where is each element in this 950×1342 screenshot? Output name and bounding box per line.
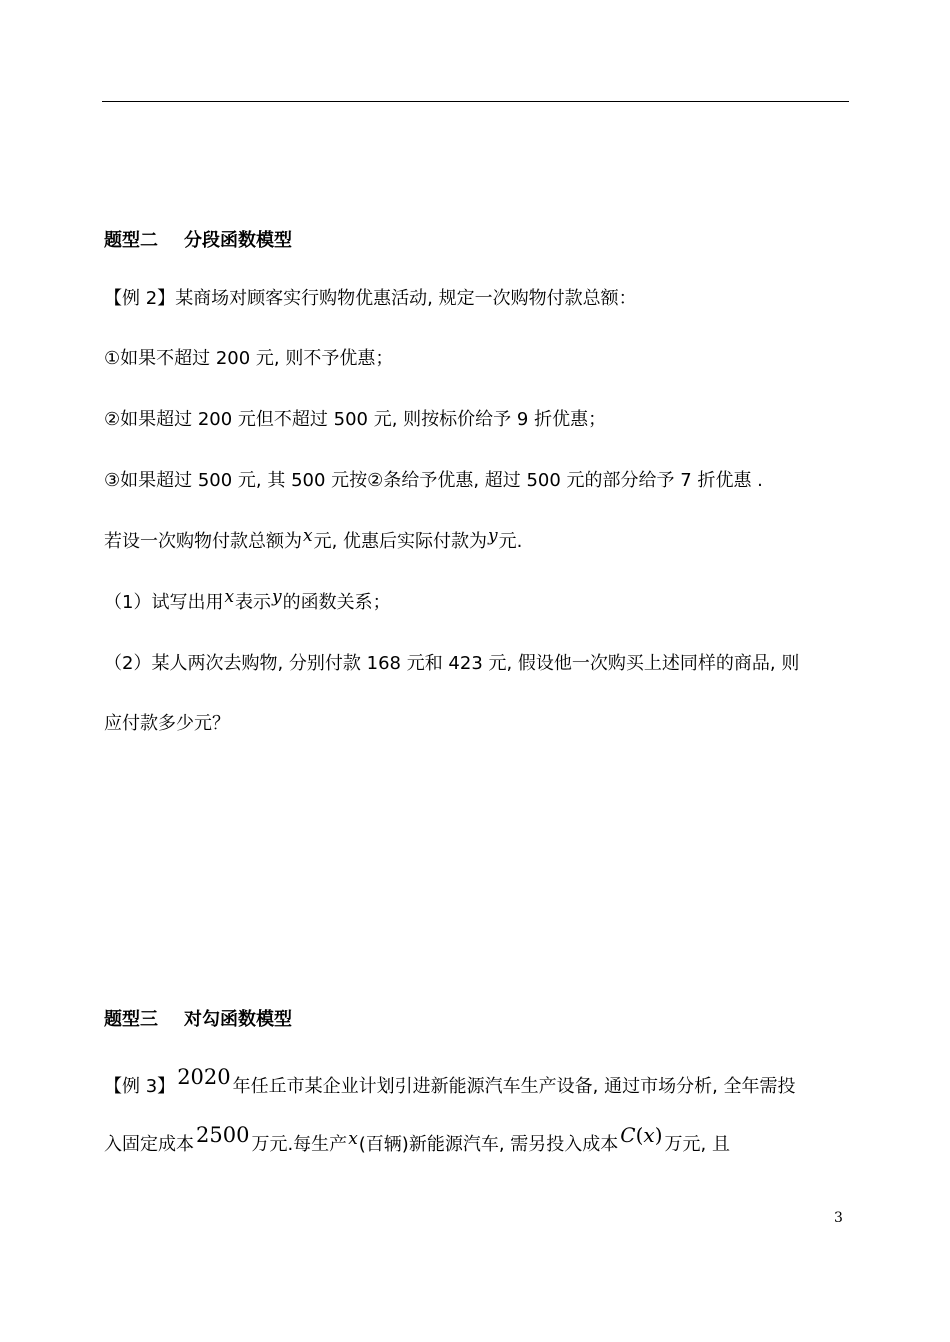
header-rule	[102, 101, 849, 102]
line2-text-c: (百辆)新能源汽车, 需另投入成本	[358, 1134, 619, 1155]
example2-setup	[104, 526, 523, 554]
section3-label: 题型三	[104, 1009, 158, 1030]
example2-question1	[104, 587, 391, 615]
cost-function: C(x)	[620, 1123, 663, 1147]
example2-rule1: ①如果不超过 200 元, 则不予优惠；	[104, 348, 394, 369]
var-x: x	[303, 526, 313, 546]
section2-heading	[104, 229, 292, 253]
var-x: x	[348, 1129, 358, 1149]
example2-question2-line2: 应付款多少元？	[104, 713, 230, 734]
q1-text-a: （1）试写出用	[104, 592, 224, 613]
line2-text-a: 入固定成本	[104, 1134, 194, 1155]
example3-line2	[104, 1123, 730, 1157]
line2-text-d: 万元, 且	[664, 1134, 730, 1155]
example2-question2-line1: （2）某人两次去购物, 分别付款 168 元和 423 元, 假设他一次购买上述同样的商品, 则	[104, 653, 800, 674]
example2-tag: 【例 2】	[104, 288, 176, 309]
section2-title: 分段函数模型	[184, 230, 292, 251]
q1-text-c: 的函数关系；	[282, 592, 391, 613]
cost-fn-symbol: C	[620, 1123, 636, 1147]
example3-line1-text: 年任丘市某企业计划引进新能源汽车生产设备, 通过市场分析, 全年需投	[232, 1076, 796, 1097]
section3-title: 对勾函数模型	[184, 1009, 292, 1030]
cost-fn-arg: x	[643, 1123, 655, 1147]
section3-heading	[104, 1008, 292, 1032]
section2-label: 题型二	[104, 230, 158, 251]
var-x: x	[224, 587, 235, 607]
setup-text-c: 元.	[498, 531, 523, 552]
example3-line1	[104, 1065, 796, 1099]
var-y: y	[272, 587, 282, 607]
example2-intro	[104, 287, 637, 311]
year-number: 2020	[177, 1065, 231, 1089]
line2-text-b: 万元.每生产	[251, 1134, 348, 1155]
q1-text-b: 表示	[235, 592, 272, 613]
example2-rule2: ②如果超过 200 元但不超过 500 元, 则按标价给予 9 折优惠；	[104, 409, 607, 430]
setup-text-a: 若设一次购物付款总额为	[104, 531, 302, 552]
example3-tag: 【例 3】	[104, 1076, 176, 1097]
var-y: y	[488, 526, 498, 546]
setup-text-b: 元, 优惠后实际付款为	[313, 531, 488, 552]
page-number: 3	[834, 1210, 843, 1226]
example2-intro-text: 某商场对顾客实行购物优惠活动, 规定一次购物付款总额：	[175, 288, 637, 309]
example2-rule3: ③如果超过 500 元, 其 500 元按②条给予优惠, 超过 500 元的部分给予 7 折优惠 .	[104, 470, 763, 491]
fixed-cost-number: 2500	[196, 1123, 250, 1147]
